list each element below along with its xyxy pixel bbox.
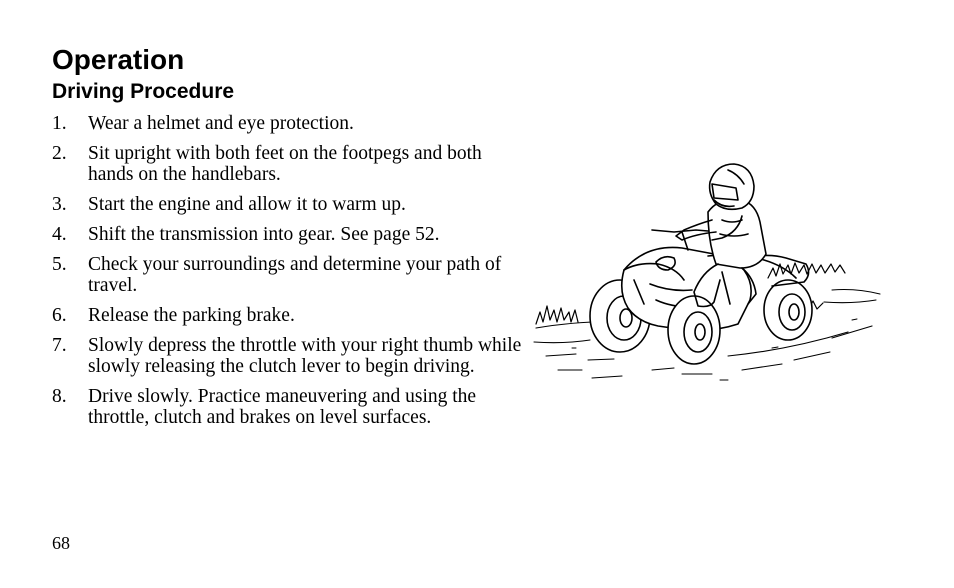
driving-steps-list xyxy=(52,113,532,437)
step-number: 7. xyxy=(52,335,67,356)
list-item xyxy=(52,335,532,377)
section-heading: Driving Procedure xyxy=(52,80,235,103)
list-item xyxy=(52,254,532,296)
atv-rider-illustration xyxy=(532,160,884,392)
step-number: 2. xyxy=(52,143,67,164)
step-text: Wear a helmet and eye protection. xyxy=(88,113,354,134)
list-item xyxy=(52,194,532,215)
step-text: Start the engine and allow it to warm up. xyxy=(88,194,406,215)
step-number: 8. xyxy=(52,386,67,407)
step-text: Sit upright with both feet on the footpegs and both hands on the handlebars. xyxy=(88,143,482,185)
step-number: 4. xyxy=(52,224,67,245)
list-item xyxy=(52,305,532,326)
list-item xyxy=(52,113,532,134)
step-number: 6. xyxy=(52,305,67,326)
step-number: 5. xyxy=(52,254,67,275)
step-text: Slowly depress the throttle with your right thumb while slowly releasing the clutch lever to begin driving. xyxy=(88,335,522,377)
step-text: Check your surroundings and determine your path of travel. xyxy=(88,254,502,296)
step-text: Drive slowly. Practice maneuvering and using the throttle, clutch and brakes on level surfaces. xyxy=(88,386,477,428)
step-number: 1. xyxy=(52,113,67,134)
step-number: 3. xyxy=(52,194,67,215)
page-title: Operation xyxy=(52,44,185,75)
list-item xyxy=(52,224,532,245)
list-item xyxy=(52,143,532,185)
step-text: Shift the transmission into gear. See page 52. xyxy=(88,224,440,245)
list-item xyxy=(52,386,532,428)
step-text: Release the parking brake. xyxy=(88,305,295,326)
page-number: 68 xyxy=(52,533,70,553)
atv-rider-icon xyxy=(532,160,884,392)
